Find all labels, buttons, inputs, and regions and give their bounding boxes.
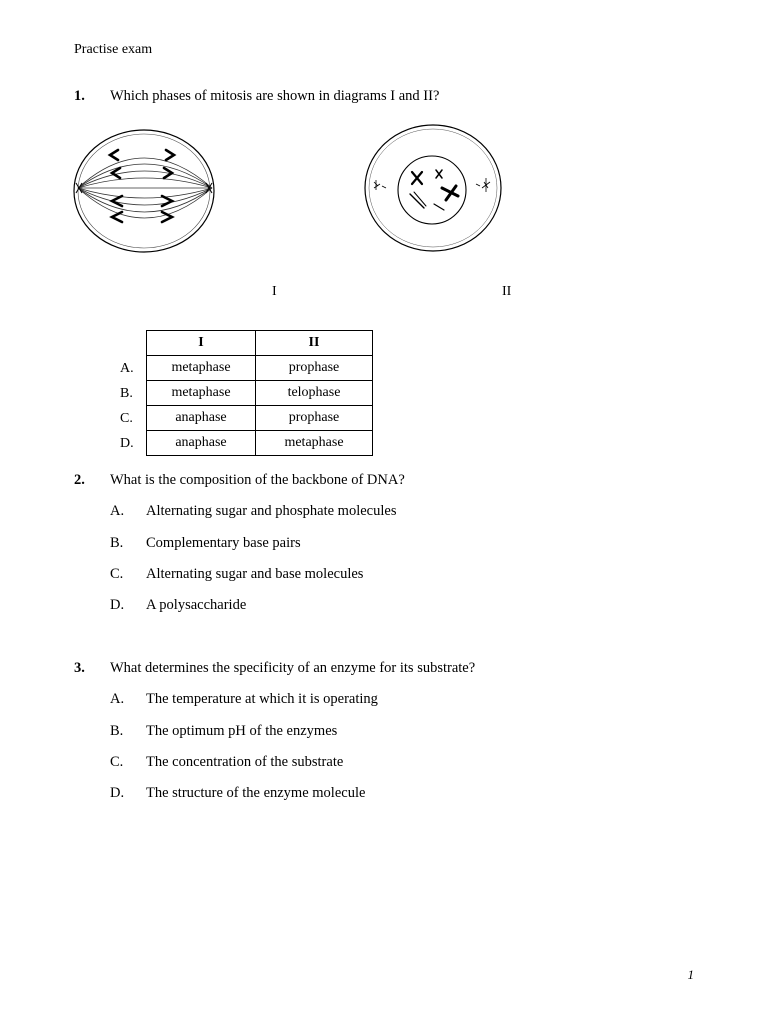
page-header: Practise exam bbox=[74, 42, 153, 57]
option-letter: C. bbox=[110, 754, 124, 770]
answer-letter: D. bbox=[120, 436, 134, 451]
option-letter: A. bbox=[110, 691, 125, 707]
option-letter: B. bbox=[110, 723, 124, 739]
table-row bbox=[147, 381, 373, 406]
option-text: The structure of the enzyme molecule bbox=[146, 785, 366, 801]
question-1-text: Which phases of mitosis are shown in diagrams I and II? bbox=[110, 88, 440, 104]
answer-letter: B. bbox=[120, 386, 133, 401]
option-letter: D. bbox=[110, 785, 125, 801]
option-text: Complementary base pairs bbox=[146, 535, 301, 551]
table-cell: anaphase bbox=[147, 431, 256, 456]
diagram-label-ii: II bbox=[502, 284, 512, 299]
option-text: The concentration of the substrate bbox=[146, 754, 344, 770]
option-letter: C. bbox=[110, 566, 124, 582]
option-letter: D. bbox=[110, 597, 125, 613]
question-3-text: What determines the specificity of an enzyme for its substrate? bbox=[110, 660, 476, 676]
page-number: 1 bbox=[687, 967, 694, 982]
option-letter: A. bbox=[110, 503, 125, 519]
table-cell: metaphase bbox=[147, 381, 256, 406]
question-number: 3. bbox=[74, 660, 85, 676]
table-cell: telophase bbox=[256, 381, 373, 406]
answer-letter: A. bbox=[120, 361, 134, 376]
question-number: 2. bbox=[74, 472, 85, 488]
option-text: The temperature at which it is operating bbox=[146, 691, 378, 707]
table-header-row bbox=[147, 331, 373, 356]
question-2-text: What is the composition of the backbone of DNA? bbox=[110, 472, 405, 488]
mitosis-diagram-ii bbox=[362, 122, 504, 254]
question-number: 1. bbox=[74, 88, 85, 104]
answer-table bbox=[146, 330, 373, 456]
table-cell: prophase bbox=[256, 406, 373, 431]
option-text: A polysaccharide bbox=[146, 597, 247, 613]
table-row bbox=[147, 431, 373, 456]
option-text: The optimum pH of the enzymes bbox=[146, 723, 338, 739]
table-cell: prophase bbox=[256, 356, 373, 381]
mitosis-diagram-i bbox=[72, 128, 218, 254]
table-cell: metaphase bbox=[147, 356, 256, 381]
table-row bbox=[147, 356, 373, 381]
answer-letter: C. bbox=[120, 411, 133, 426]
option-text: Alternating sugar and base molecules bbox=[146, 566, 364, 582]
table-cell: anaphase bbox=[147, 406, 256, 431]
question-3 bbox=[74, 660, 85, 677]
table-header-ii: II bbox=[256, 331, 373, 356]
diagram-label-i: I bbox=[272, 284, 277, 299]
question-2 bbox=[74, 472, 85, 489]
question-1 bbox=[74, 88, 85, 105]
option-text: Alternating sugar and phosphate molecules bbox=[146, 503, 397, 519]
table-header-i: I bbox=[147, 331, 256, 356]
table-row bbox=[147, 406, 373, 431]
option-letter: B. bbox=[110, 535, 124, 551]
table-cell: metaphase bbox=[256, 431, 373, 456]
